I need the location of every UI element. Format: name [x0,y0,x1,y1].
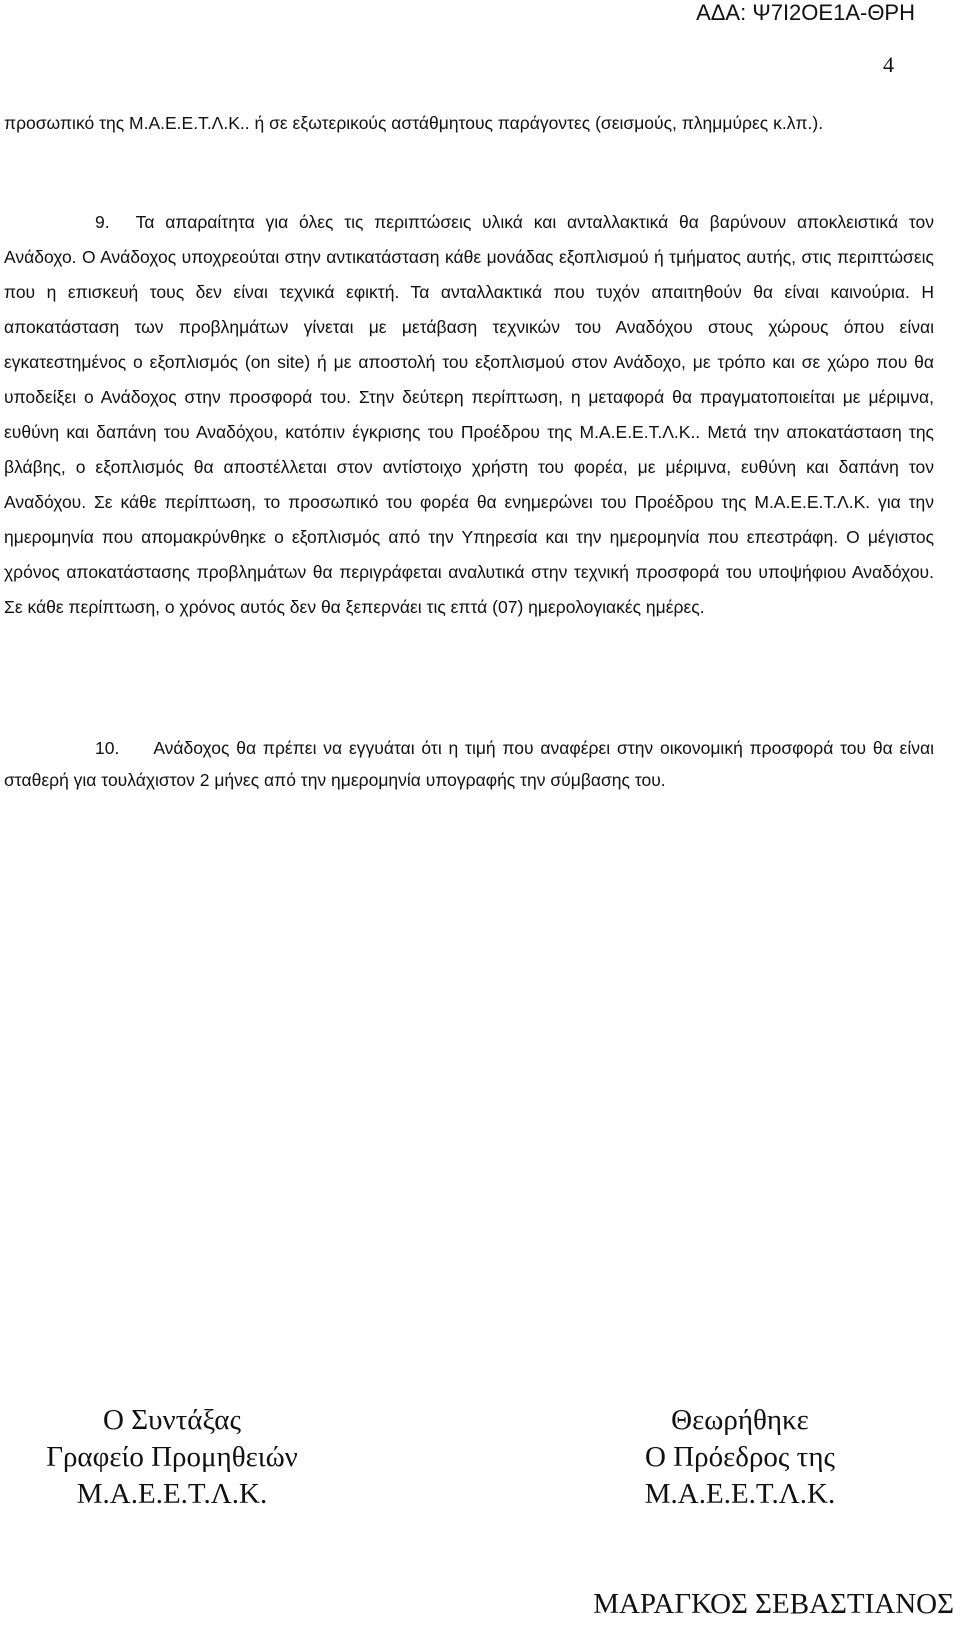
item-10-text: Ανάδοχος θα πρέπει να εγγυάται ότι η τιμή που αναφέρει στην οικονομική προσφορά του θα είναι σταθερή για τουλάχιστον 2 μήνες από την ημερομηνία υπογραφής την σύμβασης του. [4,738,934,790]
approver-status: Θεωρήθηκε [671,1404,809,1436]
paragraph-item-10 [4,732,934,796]
signer-name: ΜΑΡΑΓΚΟΣ ΣΕΒΑΣΤΙΑΝΟΣ [593,1588,954,1620]
item-9-text: Τα απαραίτητα για όλες τις περιπτώσεις υλικά και ανταλλακτικά θα βαρύνουν αποκλειστικά τον Ανάδοχο. Ο Ανάδοχος υποχρεούται στην αντικατάσταση κάθε μονάδας εξοπλισμού ή τμήματος αυτής, στις περιπτώσεις που η επισκευή τους δεν είναι τεχνικά εφικτή. Τα ανταλλακτικά που τυχόν απαιτηθούν θα είναι καινούρια. Η αποκατάσταση των προβλημάτων γίνεται με μετάβαση τεχνικών του Αναδόχου στους χώρους όπου είναι εγκατεστημένος ο εξοπλισμός (on site) ή με αποστολή του εξοπλισμού στον Ανάδοχο, με τρόπο και σε χώρο που θα υποδείξει ο Ανάδοχος στην προσφορά του. Στην δεύτερη περίπτωση, η μεταφορά θα πραγματοποιείται με μέριμνα, ευθύνη και δαπάνη του Αναδόχου, κατόπιν έγκρισης του Προέδρου της Μ.Α.Ε.Ε.Τ.Λ.Κ.. Μετά την αποκατάσταση της βλάβης, ο εξοπλισμός θα αποστέλλεται στον αντίστοιχο χρήστη του φορέα, με μέριμνα, ευθύνη και δαπάνη τον Αναδόχου. Σε κάθε περίπτωση, το προσωπικό του φορέα θα ενημερώνει του Προέδρου της Μ.Α.Ε.Ε.Τ.Λ.Κ. για την ημερομηνία που απομακρύνθηκε ο εξοπλισμός από την Υπηρεσία και την ημερομηνία που επεστράφη. Ο μέγιστος χρόνος αποκατάστασης προβλημάτων θα περιγράφεται αναλυτικά στην τεχνική προσφορά του υποψήφιου Αναδόχου. Σε κάθε περίπτωση, ο χρόνος αυτός δεν θα ξεπερνάει τις επτά (07) ημερολογιακές ημέρες. [4,212,934,617]
approver-organization: Μ.Α.Ε.Ε.Τ.Λ.Κ. [644,1478,836,1510]
author-department: Γραφείο Προμηθειών [46,1441,298,1473]
item-10-number: 10. [95,738,120,758]
item-9-number: 9. [95,212,110,232]
page-number: 4 [883,52,894,77]
ada-code: ΑΔΑ: Ψ7Ι2ΟΕ1Α-ΘΡΗ [696,0,915,25]
paragraph-item-9 [4,205,934,625]
author-role: Ο Συντάξας [103,1404,241,1436]
author-organization: Μ.Α.Ε.Ε.Τ.Λ.Κ. [76,1478,268,1510]
signature-block-approver [580,1402,900,1513]
paragraph-continuation: προσωπικό της Μ.Α.Ε.Ε.Τ.Λ.Κ.. ή σε εξωτερικούς αστάθμητους παράγοντες (σεισμούς, πλημμύρες κ.λπ.). [4,113,824,133]
signature-block-author [12,1402,332,1513]
approver-role: Ο Πρόεδρος της [645,1441,835,1473]
